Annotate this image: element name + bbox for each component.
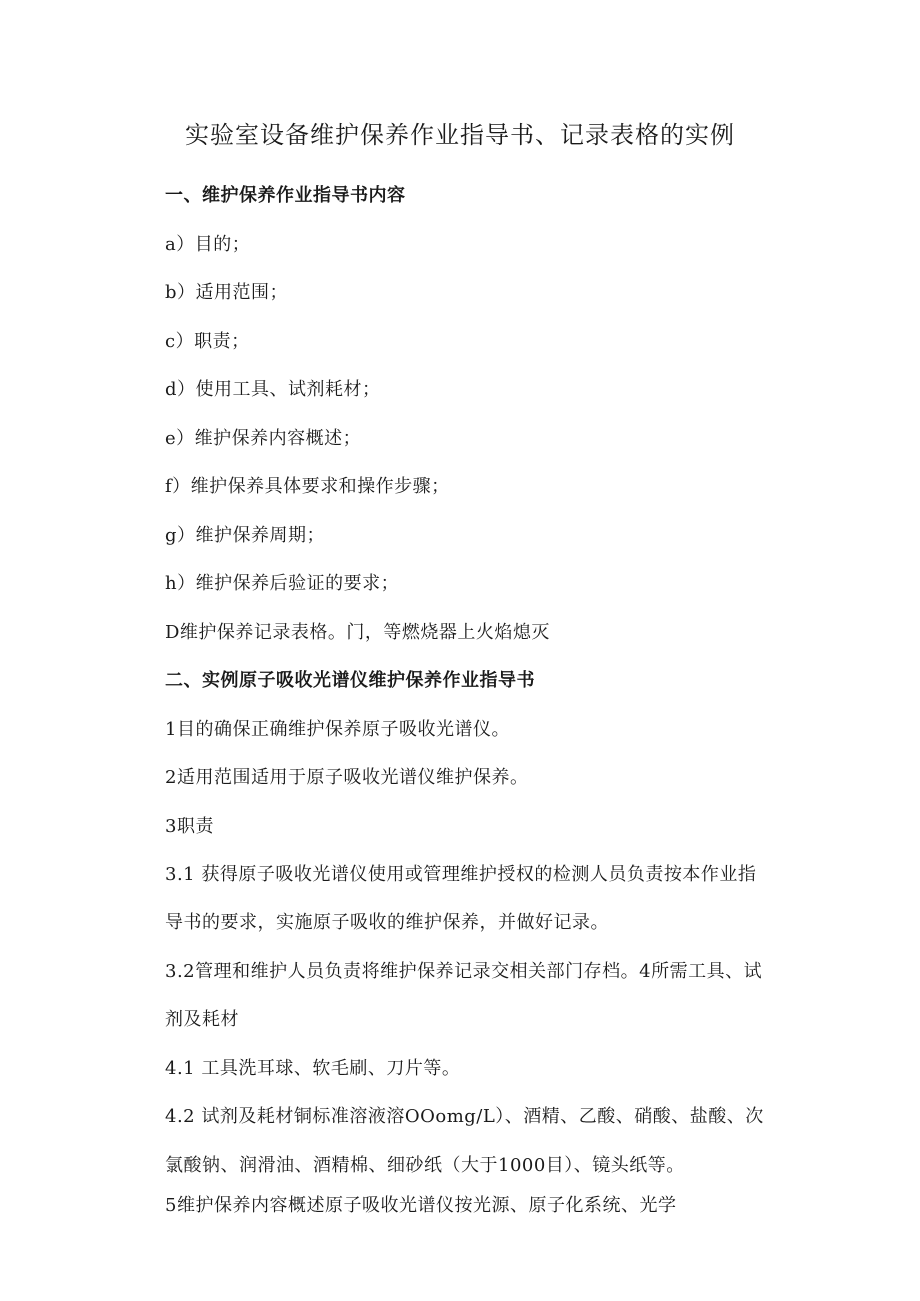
list-item-scope: b）适用范围； [165, 282, 289, 303]
paragraph-duties-heading: 3职责 [165, 816, 214, 837]
list-item-cycle: g）维护保养周期； [165, 525, 326, 546]
list-item-overview: e）维护保养内容概述； [165, 428, 362, 449]
paragraph-3-2-line1: 3.2管理和维护人员负责将维护保养记录交相关部门存档。4所需工具、试 [165, 961, 763, 982]
list-item-purpose: a）目的； [165, 234, 251, 255]
document-title: 实验室设备维护保养作业指导书、记录表格的实例 [185, 121, 735, 149]
paragraph-scope: 2适用范围适用于原子吸收光谱仪维护保养。 [165, 767, 529, 788]
paragraph-3-1-line2: 导书的要求，实施原子吸收的维护保养，并做好记录。 [165, 912, 609, 933]
list-item-duties: c）职责； [165, 331, 250, 352]
paragraph-3-2-line2: 剂及耗材 [165, 1009, 239, 1030]
section2-heading: 二、实例原子吸收光谱仪维护保养作业指导书 [165, 670, 535, 691]
paragraph-4-2-line1: 4.2 试剂及耗材铜标准溶液溶OOomg/L）、酒精、乙酸、硝酸、盐酸、次 [165, 1106, 764, 1127]
list-item-tools: d）使用工具、试剂耗材； [165, 379, 381, 400]
paragraph-4-2-line2: 氯酸钠、润滑油、酒精棉、细砂纸（大于1000目）、镜头纸等。 [165, 1155, 685, 1176]
list-item-record-form: D维护保养记录表格。门，等燃烧器上火焰熄灭 [165, 622, 550, 643]
paragraph-purpose: 1目的确保正确维护保养原子吸收光谱仪。 [165, 719, 510, 740]
paragraph-3-1-line1: 3.1 获得原子吸收光谱仪使用或管理维护授权的检测人员负责按本作业指 [165, 864, 757, 885]
list-item-verification: h）维护保养后验证的要求； [165, 573, 400, 594]
paragraph-4-1: 4.1 工具洗耳球、软毛刷、刀片等。 [165, 1058, 461, 1079]
paragraph-5: 5维护保养内容概述原子吸收光谱仪按光源、原子化系统、光学 [165, 1195, 677, 1216]
list-item-requirements: f）维护保养具体要求和操作步骤； [165, 476, 450, 497]
section1-heading: 一、维护保养作业指导书内容 [165, 185, 406, 206]
